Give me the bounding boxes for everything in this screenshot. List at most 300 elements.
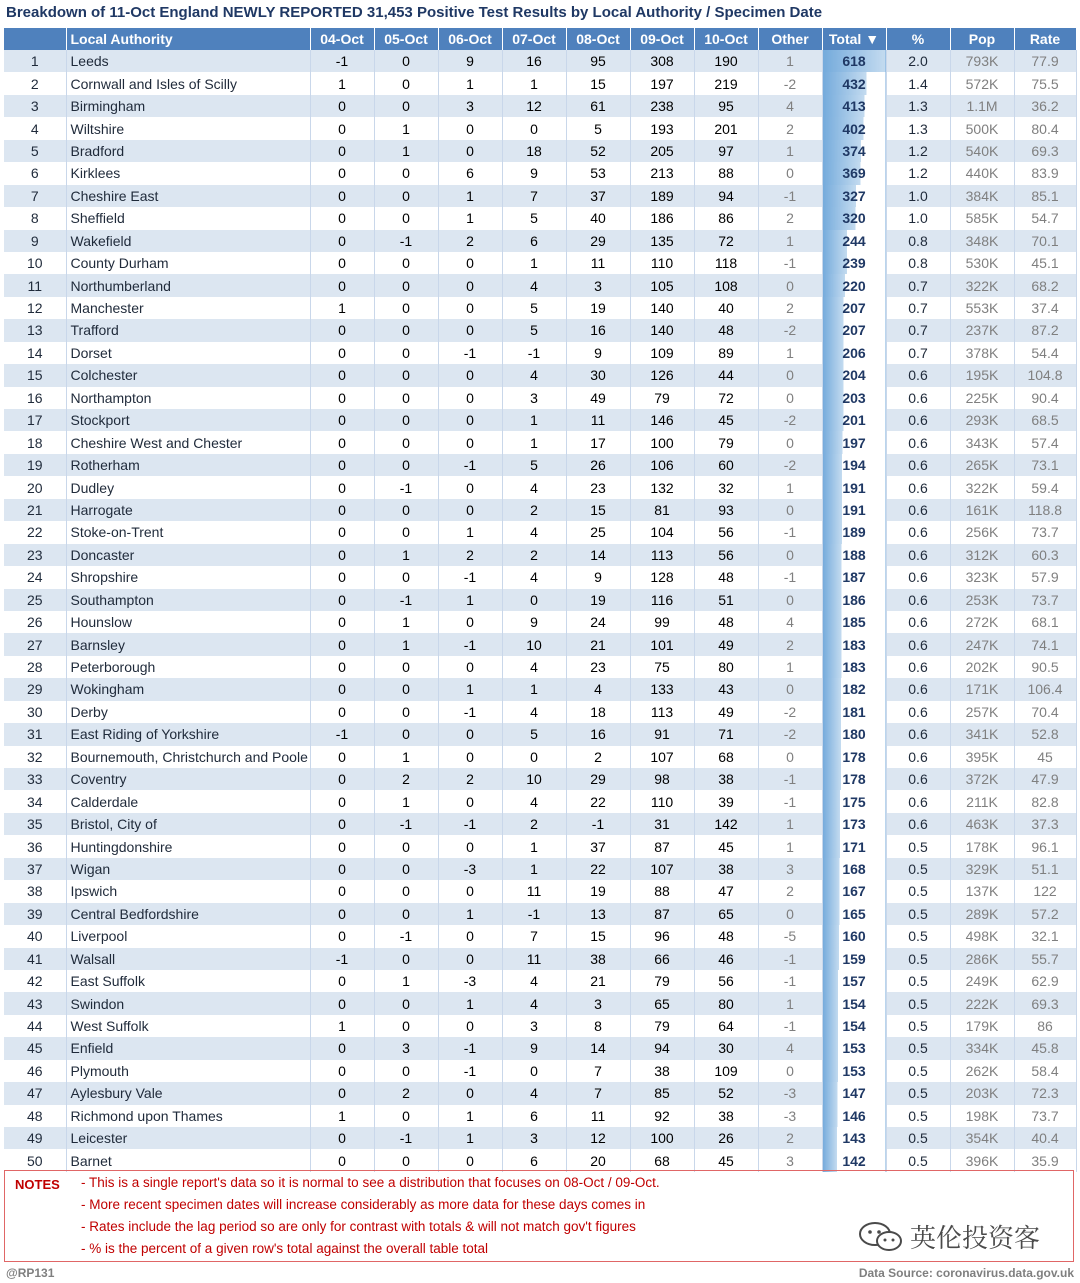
table-cell: 13 (566, 903, 630, 925)
table-cell: 110 (630, 790, 694, 812)
table-cell: Enfield (66, 1037, 310, 1059)
table-cell: 68 (694, 746, 758, 768)
table-cell: 59.4 (1014, 476, 1076, 498)
table-cell: Cornwall and Isles of Scilly (66, 72, 310, 94)
table-cell: 1 (310, 297, 374, 319)
table-row (4, 970, 1076, 992)
column-header: 10-Oct (694, 28, 758, 50)
table-cell: 8 (566, 1015, 630, 1037)
table-cell: 57.4 (1014, 431, 1076, 453)
table-cell: 2 (758, 207, 822, 229)
table-row (4, 835, 1076, 857)
table-cell: 205 (630, 140, 694, 162)
table-cell: 0 (374, 1015, 438, 1037)
table-cell: 272K (950, 611, 1014, 633)
table-cell: 96 (630, 925, 694, 947)
table-cell: 50 (4, 1149, 66, 1171)
table-cell: 178 (822, 746, 886, 768)
table-cell: 40 (566, 207, 630, 229)
table-cell: 201 (822, 409, 886, 431)
table-cell: 9 (502, 162, 566, 184)
table-cell: 37 (566, 835, 630, 857)
table-cell: 1 (374, 611, 438, 633)
table-row (4, 746, 1076, 768)
table-cell: 19 (4, 454, 66, 476)
table-cell: 4 (502, 656, 566, 678)
table-cell: 0 (310, 992, 374, 1014)
table-cell: West Suffolk (66, 1015, 310, 1037)
table-cell: 0 (310, 342, 374, 364)
table-cell: 0 (310, 813, 374, 835)
table-cell: 0 (438, 252, 502, 274)
table-cell: 159 (822, 948, 886, 970)
table-cell: 0 (310, 476, 374, 498)
table-cell: Walsall (66, 948, 310, 970)
table-cell: Northampton (66, 387, 310, 409)
table-cell: 49 (694, 633, 758, 655)
table-cell: 5 (502, 454, 566, 476)
table-cell: 1 (758, 656, 822, 678)
table-cell: 22 (566, 858, 630, 880)
table-cell: 24 (4, 566, 66, 588)
table-cell: 61 (566, 95, 630, 117)
table-cell: 1.3 (886, 95, 950, 117)
table-cell: 10 (502, 633, 566, 655)
table-cell: 0.5 (886, 925, 950, 947)
table-cell: 31 (4, 723, 66, 745)
table-cell: 178K (950, 835, 1014, 857)
table-cell: 213 (630, 162, 694, 184)
table-cell: 10 (502, 768, 566, 790)
table-cell: Plymouth (66, 1060, 310, 1082)
table-cell: 1 (758, 992, 822, 1014)
table-cell: 0.6 (886, 521, 950, 543)
table-cell: 85 (630, 1082, 694, 1104)
table-cell: 500K (950, 117, 1014, 139)
table-cell: 0 (438, 1082, 502, 1104)
table-cell: 219 (694, 72, 758, 94)
table-cell: -3 (438, 970, 502, 992)
table-cell: 0 (310, 858, 374, 880)
table-cell: 0 (502, 1060, 566, 1082)
table-cell: 0.6 (886, 813, 950, 835)
table-cell: 1.0 (886, 185, 950, 207)
table-cell: 23 (566, 476, 630, 498)
table-cell: -2 (758, 701, 822, 723)
table-cell: 106 (630, 454, 694, 476)
table-cell: 0.6 (886, 656, 950, 678)
table-row (4, 633, 1076, 655)
table-cell: 0 (374, 521, 438, 543)
table-cell: 320 (822, 207, 886, 229)
table-cell: 0.7 (886, 319, 950, 341)
table-cell: 0 (438, 499, 502, 521)
table-cell: 40.4 (1014, 1127, 1076, 1149)
table-cell: 49 (566, 387, 630, 409)
table-cell: 1 (374, 140, 438, 162)
table-cell: 2 (758, 297, 822, 319)
table-cell: 0 (310, 925, 374, 947)
table-cell: 0 (758, 499, 822, 521)
table-cell: 60.3 (1014, 544, 1076, 566)
table-cell: Rotherham (66, 454, 310, 476)
table-cell: 4 (758, 1037, 822, 1059)
table-cell: 6 (502, 230, 566, 252)
table-cell: 0.5 (886, 1037, 950, 1059)
table-cell: 71 (694, 723, 758, 745)
table-cell: 65 (694, 903, 758, 925)
table-cell: Calderdale (66, 790, 310, 812)
table-cell: 0 (310, 95, 374, 117)
table-cell: 0 (502, 117, 566, 139)
table-cell: -1 (438, 1060, 502, 1082)
column-header: % (886, 28, 950, 50)
table-row (4, 544, 1076, 566)
table-row (4, 409, 1076, 431)
table-cell: 0 (310, 1060, 374, 1082)
table-cell: 90.4 (1014, 387, 1076, 409)
table-cell: 0.6 (886, 566, 950, 588)
table-cell: 530K (950, 252, 1014, 274)
table-cell: 0.5 (886, 970, 950, 992)
table-cell: 0 (438, 274, 502, 296)
table-cell: 38 (630, 1060, 694, 1082)
table-cell: -1 (438, 566, 502, 588)
table-cell: 73.7 (1014, 589, 1076, 611)
table-cell: 237K (950, 319, 1014, 341)
table-cell: 100 (630, 431, 694, 453)
table-row (4, 925, 1076, 947)
table-cell: 80 (694, 656, 758, 678)
table-cell: Stoke-on-Trent (66, 521, 310, 543)
table-cell: 128 (630, 566, 694, 588)
table-cell: 28 (4, 656, 66, 678)
table-cell: 18 (4, 431, 66, 453)
watermark-text: 英伦投资客 (910, 1223, 1041, 1253)
table-cell: 341K (950, 723, 1014, 745)
table-row (4, 768, 1076, 790)
table-cell: 0 (438, 790, 502, 812)
table-cell: 0.6 (886, 790, 950, 812)
table-cell: 0.5 (886, 1060, 950, 1082)
table-cell: 1 (758, 835, 822, 857)
table-cell: 39 (694, 790, 758, 812)
table-cell: 0 (374, 409, 438, 431)
table-cell: 140 (630, 297, 694, 319)
table-cell: 2 (374, 1082, 438, 1104)
table-cell: 35 (4, 813, 66, 835)
table-cell: -1 (758, 521, 822, 543)
table-cell: 0 (310, 544, 374, 566)
table-cell: 11 (4, 274, 66, 296)
table-cell: Coventry (66, 768, 310, 790)
table-cell: 92 (630, 1105, 694, 1127)
table-cell: 0.6 (886, 499, 950, 521)
table-cell: 100 (630, 1127, 694, 1149)
table-cell: 0 (374, 880, 438, 902)
table-cell: 0 (438, 431, 502, 453)
table-cell: 113 (630, 701, 694, 723)
table-row (4, 185, 1076, 207)
table-cell: 1 (374, 970, 438, 992)
table-cell: 0 (374, 207, 438, 229)
table-cell: Leicester (66, 1127, 310, 1149)
table-row (4, 611, 1076, 633)
table-cell: 51.1 (1014, 858, 1076, 880)
table-cell: -1 (566, 813, 630, 835)
table-cell: 69.3 (1014, 140, 1076, 162)
table-cell: 14 (4, 342, 66, 364)
column-header: 05-Oct (374, 28, 438, 50)
table-cell: 19 (566, 880, 630, 902)
table-cell: Derby (66, 701, 310, 723)
table-row (4, 95, 1076, 117)
table-cell: 5 (502, 297, 566, 319)
table-cell: Richmond upon Thames (66, 1105, 310, 1127)
table-cell: Cheshire East (66, 185, 310, 207)
table-cell: 132 (630, 476, 694, 498)
table-cell: 0.5 (886, 1149, 950, 1171)
table-cell: 56 (694, 521, 758, 543)
table-cell: 2.0 (886, 50, 950, 72)
table-cell: 0 (374, 992, 438, 1014)
table-row (4, 364, 1076, 386)
table-cell: Wokingham (66, 678, 310, 700)
table-cell: 0 (438, 476, 502, 498)
table-cell: 0 (310, 230, 374, 252)
table-cell: 0 (438, 611, 502, 633)
table-row (4, 880, 1076, 902)
table-cell: 38 (4, 880, 66, 902)
table-cell: -3 (758, 1082, 822, 1104)
table-cell: 4 (502, 566, 566, 588)
table-cell: -5 (758, 925, 822, 947)
table-cell: 113 (630, 544, 694, 566)
table-cell: 52 (694, 1082, 758, 1104)
table-row (4, 903, 1076, 925)
table-cell: 2 (502, 544, 566, 566)
table-cell: 0 (374, 252, 438, 274)
table-cell: 142 (694, 813, 758, 835)
table-cell: 133 (630, 678, 694, 700)
table-cell: 45.1 (1014, 252, 1076, 274)
table-cell: 0 (374, 1105, 438, 1127)
table-cell: 0.6 (886, 723, 950, 745)
table-cell: 146 (630, 409, 694, 431)
table-cell: 65 (630, 992, 694, 1014)
table-cell: 22 (4, 521, 66, 543)
table-cell: 262K (950, 1060, 1014, 1082)
table-cell: 0 (758, 903, 822, 925)
table-cell: 5 (566, 117, 630, 139)
table-cell: 86 (1014, 1015, 1076, 1037)
table-cell: 540K (950, 140, 1014, 162)
table-cell: 26 (4, 611, 66, 633)
table-cell: 94 (630, 1037, 694, 1059)
table-cell: 0 (374, 566, 438, 588)
table-cell: -1 (374, 925, 438, 947)
table-cell: 32 (4, 746, 66, 768)
table-cell: 62.9 (1014, 970, 1076, 992)
table-cell: 1.2 (886, 140, 950, 162)
table-cell: 187 (822, 566, 886, 588)
table-cell: 2 (438, 768, 502, 790)
table-cell: 1.2 (886, 162, 950, 184)
table-cell: 0.5 (886, 1127, 950, 1149)
table-cell: 95 (694, 95, 758, 117)
table-cell: 1 (438, 589, 502, 611)
table-cell: 0 (502, 589, 566, 611)
table-cell: 6 (502, 1105, 566, 1127)
table-cell: 20 (566, 1149, 630, 1171)
table-cell: 45 (694, 1149, 758, 1171)
table-cell: 239 (822, 252, 886, 274)
table-cell: -1 (438, 342, 502, 364)
table-cell: 0 (758, 274, 822, 296)
table-cell: 36 (4, 835, 66, 857)
table-cell: 0 (310, 1127, 374, 1149)
table-cell: 440K (950, 162, 1014, 184)
table-cell: 75 (630, 656, 694, 678)
table-cell: 69.3 (1014, 992, 1076, 1014)
table-cell: 86 (694, 207, 758, 229)
table-cell: 348K (950, 230, 1014, 252)
table-cell: 343K (950, 431, 1014, 453)
table-row (4, 230, 1076, 252)
table-cell: 498K (950, 925, 1014, 947)
table-cell: 220 (822, 274, 886, 296)
table-cell: East Riding of Yorkshire (66, 723, 310, 745)
table-cell: 40 (4, 925, 66, 947)
column-header: Other (758, 28, 822, 50)
table-cell: 3 (374, 1037, 438, 1059)
table-cell: 126 (630, 364, 694, 386)
table-cell: 1.4 (886, 72, 950, 94)
table-cell: 0.6 (886, 678, 950, 700)
table-cell: 31 (630, 813, 694, 835)
table-cell: 396K (950, 1149, 1014, 1171)
table-cell: 64 (694, 1015, 758, 1037)
table-cell: -1 (374, 476, 438, 498)
table-cell: 0.6 (886, 454, 950, 476)
table-cell: 0 (310, 364, 374, 386)
table-cell: Aylesbury Vale (66, 1082, 310, 1104)
table-cell: 97 (694, 140, 758, 162)
table-cell: 45 (694, 835, 758, 857)
table-cell: 202K (950, 656, 1014, 678)
table-cell: -2 (758, 723, 822, 745)
table-cell: 2 (438, 230, 502, 252)
table-cell: 0 (310, 701, 374, 723)
table-cell: 0.5 (886, 1105, 950, 1127)
table-cell: 6 (438, 162, 502, 184)
table-cell: 3 (566, 992, 630, 1014)
table-cell: 0 (758, 387, 822, 409)
table-cell: 15 (566, 499, 630, 521)
table-cell: 247K (950, 633, 1014, 655)
table-row (4, 162, 1076, 184)
table-cell: 33 (4, 768, 66, 790)
table-cell: 7 (566, 1082, 630, 1104)
table-cell: 157 (822, 970, 886, 992)
table-cell: 1 (438, 72, 502, 94)
table-cell: 46 (694, 948, 758, 970)
table-cell: 82.8 (1014, 790, 1076, 812)
table-cell: 323K (950, 566, 1014, 588)
table-cell: 2 (758, 117, 822, 139)
table-cell: 0 (374, 185, 438, 207)
table-row (4, 1037, 1076, 1059)
table-cell: 0 (758, 589, 822, 611)
table-cell: 7 (566, 1060, 630, 1082)
table-row (4, 319, 1076, 341)
table-cell: 198K (950, 1105, 1014, 1127)
table-cell: 25 (566, 521, 630, 543)
table-cell: 56 (694, 970, 758, 992)
table-cell: 186 (630, 207, 694, 229)
table-cell: 1 (310, 1015, 374, 1037)
table-cell: 85.1 (1014, 185, 1076, 207)
table-cell: 12 (502, 95, 566, 117)
table-cell: 57.2 (1014, 903, 1076, 925)
column-header (4, 28, 66, 50)
table-cell: 11 (502, 880, 566, 902)
table-cell: 0 (438, 746, 502, 768)
table-cell: 79 (630, 387, 694, 409)
table-cell: 0.6 (886, 633, 950, 655)
table-cell: 80.4 (1014, 117, 1076, 139)
table-cell: 11 (566, 252, 630, 274)
table-cell: 0.6 (886, 589, 950, 611)
table-cell: 0 (374, 387, 438, 409)
table-cell: 32 (694, 476, 758, 498)
table-cell: 16 (566, 723, 630, 745)
table-cell: 0 (310, 746, 374, 768)
table-cell: 207 (822, 297, 886, 319)
table-cell: 99 (630, 611, 694, 633)
table-cell: 54.7 (1014, 207, 1076, 229)
table-cell: 0 (310, 431, 374, 453)
table-cell: 1 (438, 992, 502, 1014)
table-cell: 0 (310, 252, 374, 274)
table-cell: 49 (4, 1127, 66, 1149)
table-cell: 90.5 (1014, 656, 1076, 678)
table-cell: 17 (566, 431, 630, 453)
table-row (4, 207, 1076, 229)
table-cell: -1 (758, 1015, 822, 1037)
table-row (4, 274, 1076, 296)
table-cell: 9 (566, 342, 630, 364)
table-cell: 395K (950, 746, 1014, 768)
table-cell: 0 (438, 1015, 502, 1037)
table-cell: 0 (374, 162, 438, 184)
column-header[interactable]: Total ▼ (822, 28, 886, 50)
table-cell: 74.1 (1014, 633, 1076, 655)
table-cell: 0 (374, 342, 438, 364)
table-cell: -1 (758, 566, 822, 588)
table-cell: 3 (758, 1149, 822, 1171)
table-cell: 197 (630, 72, 694, 94)
table-cell: 5 (502, 319, 566, 341)
table-row (4, 140, 1076, 162)
table-cell: 83.9 (1014, 162, 1076, 184)
footer-source: Data Source: coronavirus.data.gov.uk (858, 1266, 1074, 1280)
table-cell: 10 (4, 252, 66, 274)
table-cell: 0 (374, 454, 438, 476)
table-cell: -1 (502, 903, 566, 925)
table-cell: 1.3 (886, 117, 950, 139)
table-cell: 52 (566, 140, 630, 162)
